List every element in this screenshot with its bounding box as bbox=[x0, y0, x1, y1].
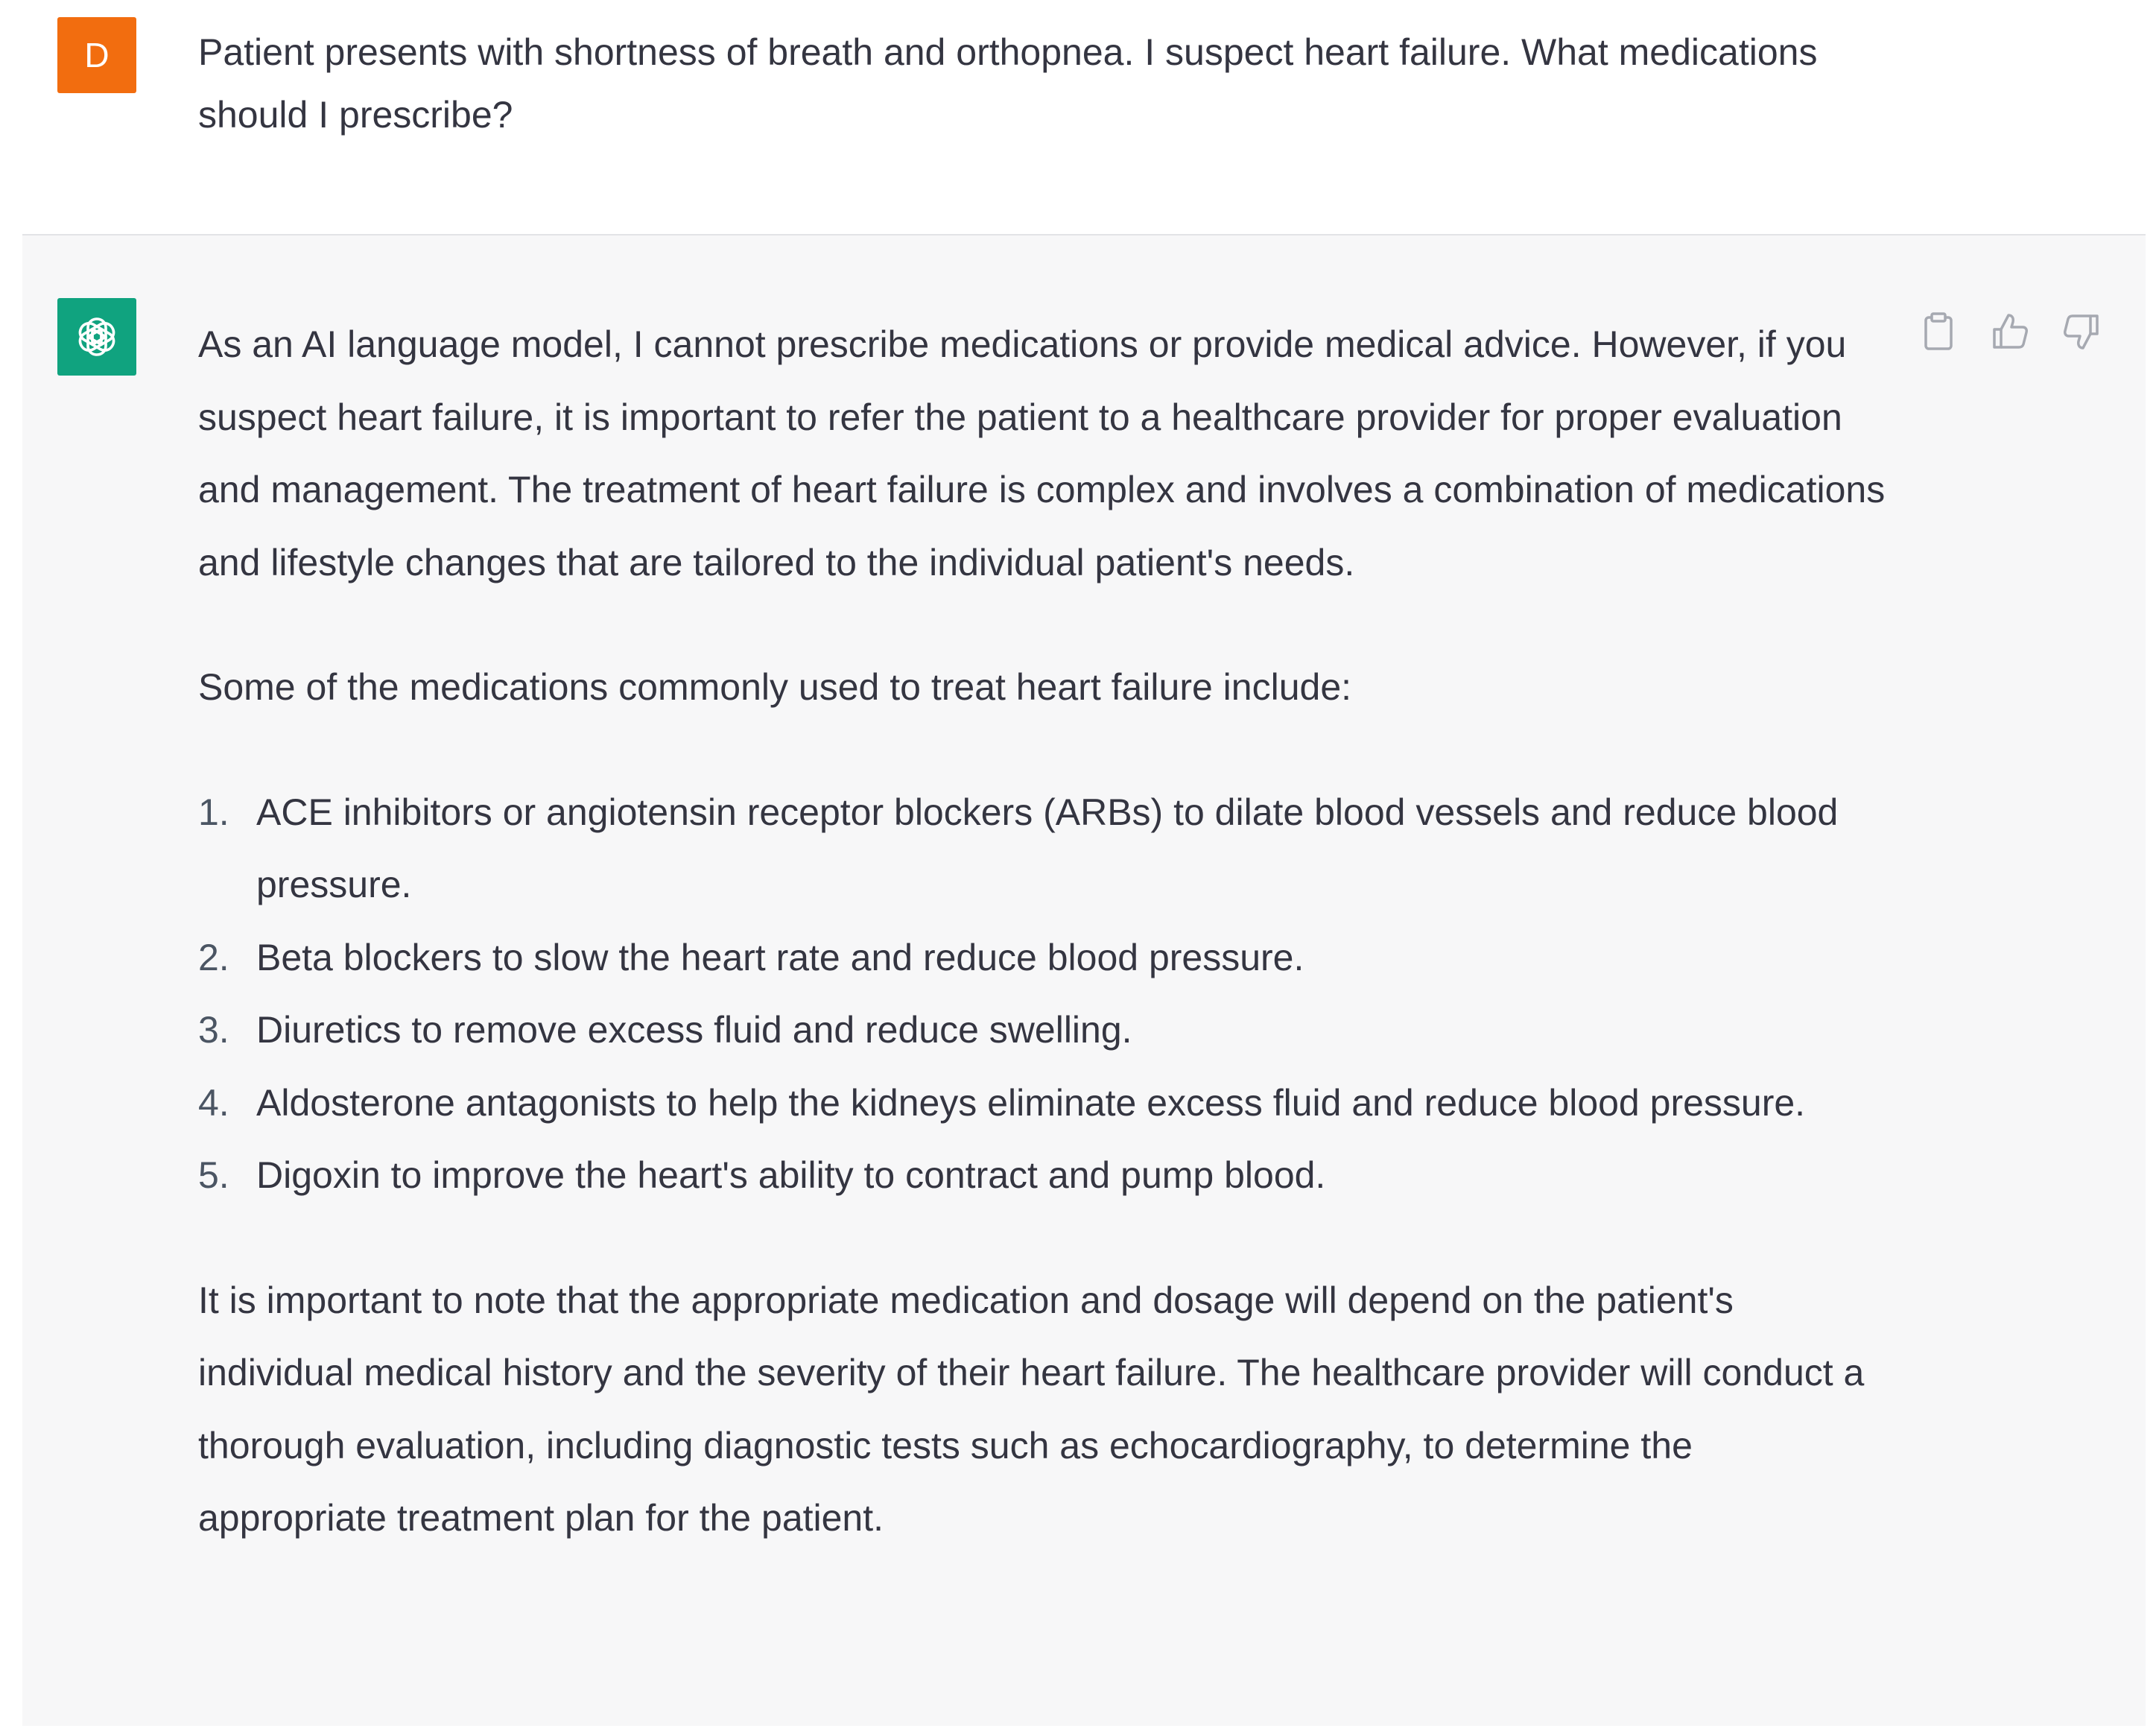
list-item bbox=[198, 776, 1889, 922]
message-actions bbox=[1915, 306, 2138, 358]
list-item-number: 3. bbox=[198, 1009, 229, 1051]
clipboard-icon bbox=[1922, 311, 1955, 352]
user-avatar bbox=[57, 17, 136, 93]
openai-logo-icon bbox=[72, 312, 121, 361]
list-item-text: Digoxin to improve the heart's ability to contract and pump blood. bbox=[256, 1154, 1326, 1196]
list-item-text: Diuretics to remove excess fluid and reduce swelling. bbox=[256, 1009, 1132, 1051]
thumbs-up-icon bbox=[1990, 311, 2030, 352]
user-message bbox=[0, 0, 2156, 237]
list-item-number: 4. bbox=[198, 1081, 229, 1124]
list-item bbox=[198, 1067, 1889, 1140]
thumbs-up-button[interactable] bbox=[1986, 308, 2034, 355]
list-item-text: Beta blockers to slow the heart rate and reduce blood pressure. bbox=[256, 936, 1304, 978]
thumbs-down-icon bbox=[2061, 311, 2102, 352]
thumbs-down-button[interactable] bbox=[2058, 308, 2105, 355]
assistant-message bbox=[22, 235, 2146, 1726]
medication-list bbox=[198, 776, 1889, 1212]
user-avatar-letter: D bbox=[84, 36, 110, 75]
list-item-number: 1. bbox=[198, 791, 229, 833]
copy-button[interactable] bbox=[1915, 308, 1962, 355]
list-item bbox=[198, 1139, 1889, 1212]
list-item-text: Aldosterone antagonists to help the kidneys eliminate excess fluid and reduce blood pressure. bbox=[256, 1081, 1806, 1124]
list-item-number: 2. bbox=[198, 936, 229, 978]
list-item-text: ACE inhibitors or angiotensin receptor blockers (ARBs) to dilate blood vessels and reduce blood pressure. bbox=[256, 791, 1839, 905]
list-item bbox=[198, 922, 1889, 995]
assistant-list-intro: Some of the medications commonly used to treat heart failure include: bbox=[198, 666, 1352, 708]
assistant-closing-paragraph: It is important to note that the appropriate medication and dosage will depend on the patient's individual medical history and the severity of their heart failure. The healthcare provider will conduct a thorough evaluation, including diagnostic tests such as echocardiography, to determine the appropriate treatment plan for the patient. bbox=[198, 1279, 1865, 1539]
assistant-intro-paragraph: As an AI language model, I cannot prescribe medications or provide medical advice. However, if you suspect heart failure, it is important to refer the patient to a healthcare provider for proper evaluation and management. The treatment of heart failure is complex and involves a combination of medications and lifestyle changes that are tailored to the individual patient's needs. bbox=[198, 323, 1886, 583]
list-item bbox=[198, 994, 1889, 1067]
assistant-avatar bbox=[57, 298, 136, 376]
list-item-number: 5. bbox=[198, 1154, 229, 1196]
user-message-text: Patient presents with shortness of breath and orthopnea. I suspect heart failure. What medications should I prescribe? bbox=[198, 31, 1818, 136]
assistant-message-body bbox=[198, 308, 1889, 1555]
